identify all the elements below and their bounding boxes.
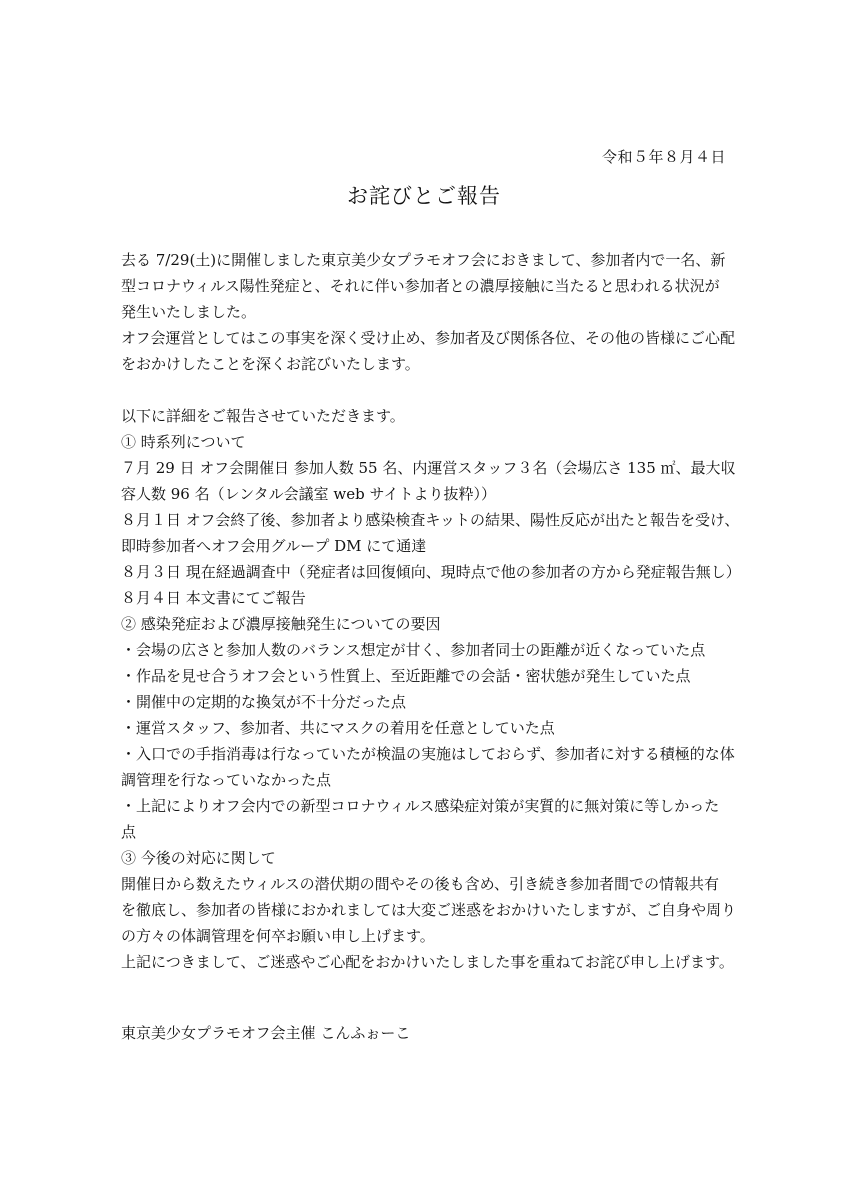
- document-title: お詫びとご報告: [347, 184, 501, 208]
- timeline-line: ８月３日 現在経過調査中（発症者は回復傾向、現時点で他の参加者の方から発症報告無し）: [121, 563, 741, 581]
- intro-line: 発生いたしました。: [121, 303, 257, 321]
- section-1-heading: ① 時系列について: [121, 433, 246, 451]
- paragraph-spacer: [121, 377, 731, 403]
- cause-line: ・作品を見せ合うオフ会という性質上、至近距離での会話・密状態が発生していた点: [121, 667, 691, 685]
- cause-line: ・会場の広さと参加人数のバランス想定が甘く、参加者同士の距離が近くなっていた点: [121, 641, 706, 659]
- response-line: 上記につきまして、ご迷惑やご心配をおかけいたしました事を重ねてお詫び申し上げます。: [121, 953, 734, 971]
- cause-line: ・運営スタッフ、参加者、共にマスクの着用を任意としていた点: [121, 719, 555, 737]
- intro-line: 型コロナウィルス陽性発症と、それに伴い参加者との濃厚接触に当たると思われる状況が: [121, 277, 720, 295]
- timeline-line: ８月１日 オフ会終了後、参加者より感染検査キットの結果、陽性反応が出たと報告を受け、: [121, 511, 740, 529]
- cause-line: ・開催中の定期的な換気が不十分だった点: [121, 693, 407, 711]
- timeline-line: ８月４日 本文書にてご報告: [121, 589, 306, 607]
- section-3-heading: ③ 今後の対応に関して: [121, 849, 276, 867]
- timeline-line: ７月 29 日 オフ会開催日 参加人数 55 名、内運営スタッフ３名（会場広さ 135 ㎡、最大収: [121, 459, 736, 477]
- intro-line: をおかけしたことを深くお詫びいたします。: [121, 355, 420, 373]
- response-line: 開催日から数えたウィルスの潜伏期の間やその後も含め、引き続き参加者間での情報共有: [121, 875, 720, 893]
- cause-line: ・上記によりオフ会内での新型コロナウィルス感染症対策が実質的に無対策に等しかった: [121, 797, 720, 815]
- section-2-heading: ② 感染発症および濃厚接触発生についての要因: [121, 615, 441, 633]
- timeline-line: 容人数 96 名（レンタル会議室 web サイトより抜粋））: [121, 485, 496, 503]
- intro-line: 去る 7/29(土)に開催しました東京美少女プラモオフ会におきまして、参加者内で一名、新: [121, 251, 726, 269]
- response-line: の方々の体調管理を何卒お願い申し上げます。: [121, 927, 435, 945]
- cause-line: 点: [121, 823, 137, 841]
- details-intro: 以下に詳細をご報告させていただきます。: [121, 407, 405, 425]
- timeline-line: 即時参加者へオフ会用グループ DM にて通達: [121, 537, 427, 555]
- signature: 東京美少女プラモオフ会主催 こんふぉーこ: [121, 1024, 411, 1042]
- cause-line: 調管理を行なっていなかった点: [121, 771, 332, 789]
- response-line: を徹底し、参加者の皆様におかれましては大変ご迷惑をおかけいたしますが、ご自身や周り: [121, 901, 737, 919]
- document-body: [121, 247, 741, 975]
- document-date: 令和５年８月４日: [601, 148, 726, 166]
- intro-line: オフ会運営としてはこの事実を深く受け止め、参加者及び関係各位、その他の皆様にご心配: [121, 329, 735, 347]
- cause-line: ・入口での手指消毒は行なっていたが検温の実施はしておらず、参加者に対する積極的な体: [121, 745, 735, 763]
